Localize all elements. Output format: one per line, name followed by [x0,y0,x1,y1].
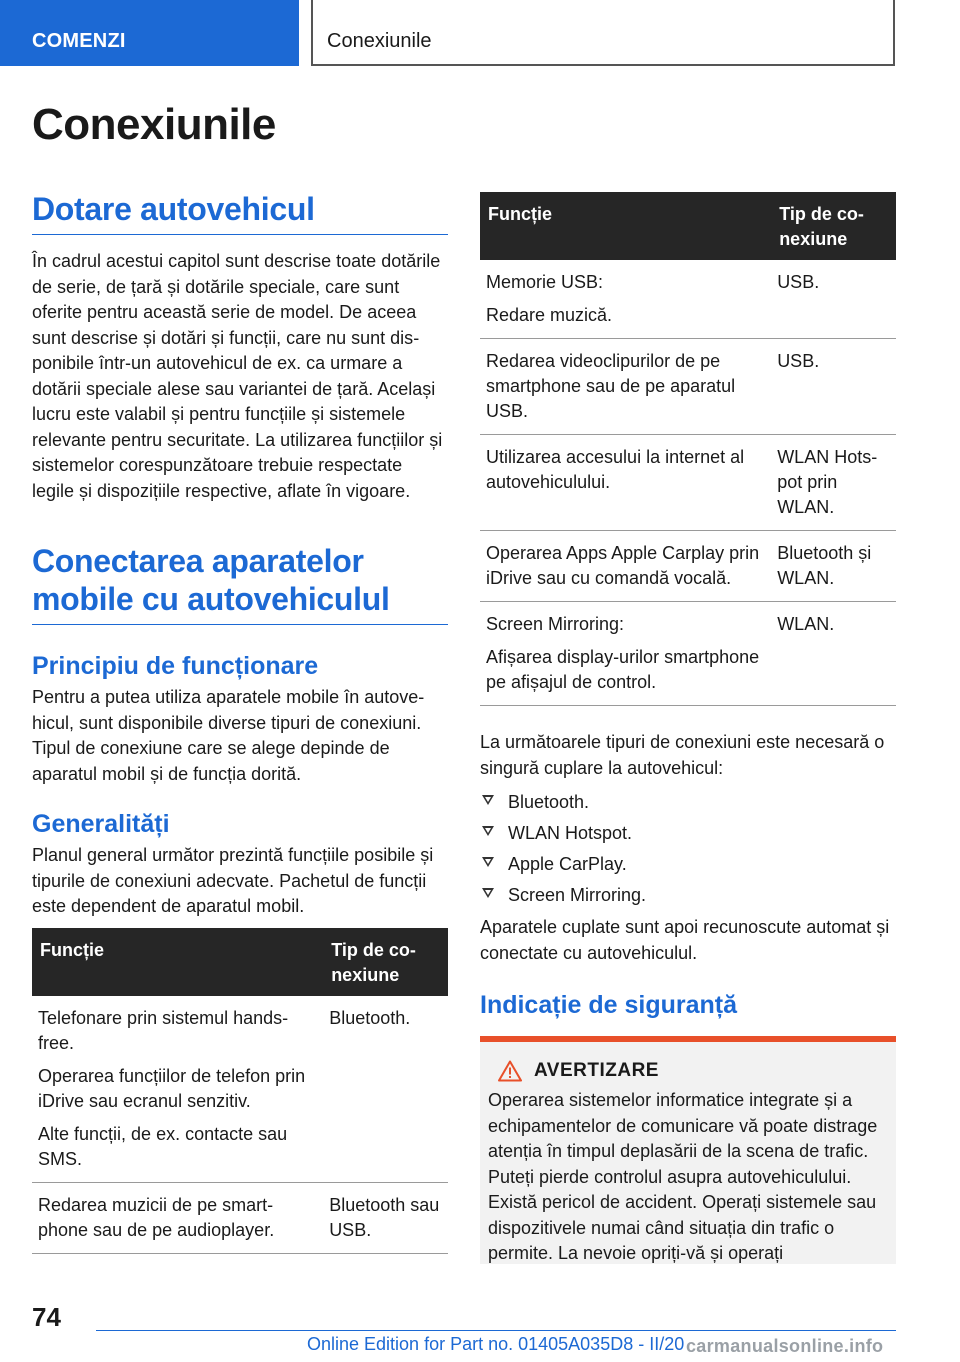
list-item [480,818,896,849]
function-line: Operarea funcțiilor de telefon prin iDrive sau ecranul senzitiv. [38,1065,306,1111]
list-item-label: Bluetooth. [508,792,590,812]
function-line: Redarea videoclipurilor de pe smartphone sau de pe aparatul USB. [486,351,736,421]
type-cell: Bluetooth și WLAN. [771,531,896,602]
page-header [0,0,960,66]
connections-table-left [32,928,448,1254]
table-header-function: Funcție [32,928,323,996]
table-row [32,996,448,1183]
type-cell: Bluetooth. [323,996,448,1183]
dotare-text: În cadrul acestui capitol sunt descrise toate dotările de serie, de țară și dotările speciale, care sunt oferite pentru această serie de model. De aceea sunt descrise și dotări și funcții, care nu sunt disponibile într-un autovehicul de ex. ca urmare a dotării speciale alese sau variantei de țară. Același lucru este valabil și pentru funcțiile și sistemele relevante pentru securitate. La utilizarea funcțiilor și sistemelor corespunzătoare trebuie respectate legile și dispozițiile respective, aflate în vigoare. [32,251,443,501]
function-line: Afișarea display-urilor smartphone pe afișajul de control. [486,647,760,692]
table-row [480,531,896,602]
warning-label: AVERTIZARE [534,1060,659,1081]
warning-header [488,1060,888,1082]
left-column [32,190,448,1254]
table-row [480,602,896,706]
table-row [480,435,896,531]
type-cell: USB. [771,260,896,339]
triangle-bullet-icon [482,888,494,898]
section-title-dotare: Dotare autovehicul [32,190,448,235]
function-cell [32,1182,323,1253]
right-column [480,192,896,1264]
table-row [480,260,896,339]
pairing-intro: La următoarele tipuri de conexiuni este necesară o singură cuplare la autovehicul: [480,732,885,778]
table-row [480,339,896,435]
function-line: Telefonare prin sistemul handsfree. [38,1007,289,1053]
warning-triangle-icon [498,1060,522,1082]
list-item [480,849,896,880]
function-line: Utilizarea accesului la internet al autovehiculului. [486,447,745,492]
watermark: carmanualsonline.info [686,1336,884,1356]
table-header-type: Tip de conexiune [323,928,448,996]
function-line: Redarea muzicii de pe smartphone sau de pe audioplayer. [38,1194,275,1240]
function-cell [32,996,323,1183]
table-header-function: Funcție [480,192,771,260]
type-cell: USB. [771,339,896,435]
function-line: Operarea Apps Apple Carplay prin iDrive sau cu comandă vocală. [486,543,760,588]
safety-title: Indicație de siguranță [480,991,738,1019]
warning-box [480,1036,896,1264]
table-header-type: Tip de conexiune [771,192,896,260]
generalitati-text: Planul general următor prezintă funcțiile posibile și tipurile de conexiuni adecvate. Pachetul de funcții este dependent de aparatul mobil. [32,845,434,916]
function-line: Memorie USB: [486,272,604,292]
pairing-outro: Aparatele cuplate sunt apoi recunoscute automat și conectate cu autovehiculul. [480,917,890,963]
type-cell: WLAN. [771,602,896,706]
type-cell: WLAN Hotspot prin WLAN. [771,435,896,531]
list-item-label: Apple CarPlay. [508,854,627,874]
type-cell: Bluetooth sau USB. [323,1182,448,1253]
chapter-label: Conexiunile [311,0,895,66]
function-cell [480,531,771,602]
edition-info: Online Edition for Part no. 01405A035D8 - II/20 [307,1334,685,1354]
pairing-list [480,787,896,911]
function-line: Redare muzică. [486,305,613,325]
list-item [480,787,896,818]
function-line: Alte funcții, de ex. contacte sau SMS. [38,1123,288,1169]
function-cell [480,602,771,706]
page-title: Conexiunile [32,100,276,149]
subsection-title-principiu: Principiu de funcționare [32,652,319,680]
list-item-label: WLAN Hotspot. [508,823,633,843]
table-row [32,1182,448,1253]
footer-divider [96,1330,896,1331]
triangle-bullet-icon [482,795,494,805]
connections-table-right [480,192,896,706]
triangle-bullet-icon [482,857,494,867]
function-cell [480,260,771,339]
function-cell [480,339,771,435]
page-number: 74 [32,1302,61,1332]
triangle-bullet-icon [482,826,494,836]
section-tab[interactable]: COMENZI [0,0,299,66]
principiu-text: Pentru a putea utiliza aparatele mobile în autovehicul, sunt disponibile diverse tipuri de conexiuni. Tipul de conexiune care se alege depinde de aparatul mobil și de funcția dorită. [32,687,425,784]
subsection-title-generalitati: Generalități [32,810,170,838]
warning-text: Operarea sistemelor informatice integrate și a echipamentelor de comunicare vă poate distrage atenția în timpul deplasării de la scena de trafic. Puteți pierde controlul asupra autovehiculului. Există pericol de accident. Operați sistemele sau dispozitivele numai când situația din trafic o permite. La nevoie opriți-vă și operați [488,1090,878,1263]
function-cell [480,435,771,531]
list-item-label: Screen Mirroring. [508,885,647,905]
list-item [480,880,896,911]
section-title-conectare: Conectarea aparatelor mobile cu autovehiculul [32,542,448,625]
function-line: Screen Mirroring: [486,614,625,634]
